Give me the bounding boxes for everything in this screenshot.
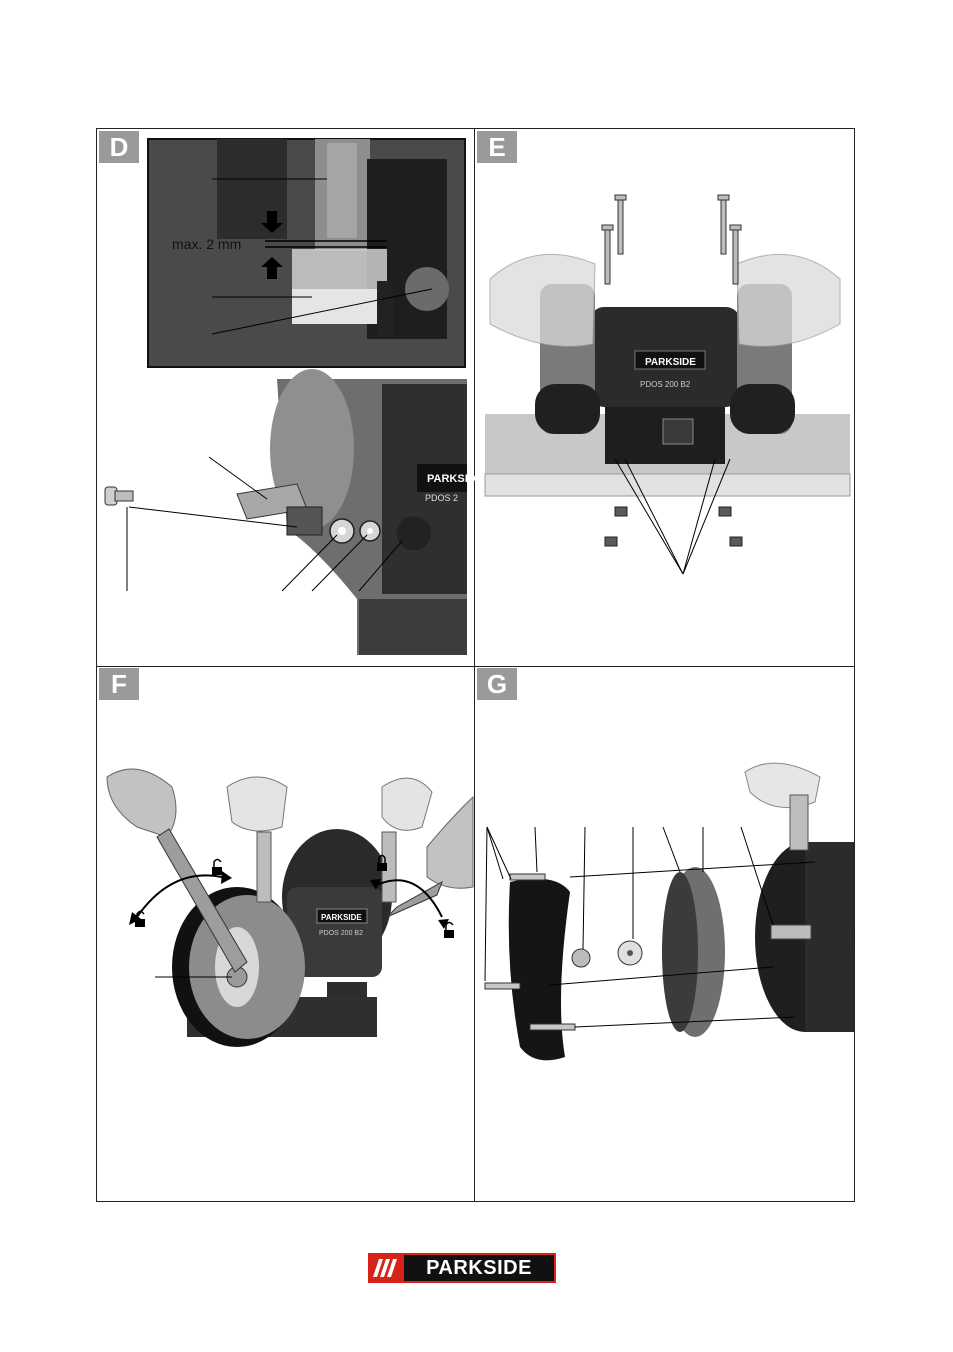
panel-e-illustration [475, 129, 854, 665]
logo-slashes-icon [368, 1253, 404, 1283]
panel-badge-e: E [477, 131, 517, 163]
panel-g-illustration [475, 667, 854, 1201]
lock-open-icon [212, 860, 222, 876]
panel-f-model-text: PDOS 200 B2 [319, 930, 363, 937]
panel-badge-g: G [477, 668, 517, 700]
lock-open-icon [444, 923, 454, 939]
panel-f-illustration [97, 667, 473, 1201]
panel-e-model-text: PDOS 200 B2 [640, 380, 691, 389]
panel-badge-d: D [99, 131, 139, 163]
panel-d-brand-text: PARKSIDE [427, 473, 484, 485]
panel-f-brand-text: PARKSIDE [321, 913, 362, 922]
panel-f-drawing [97, 667, 473, 1201]
parkside-logo [368, 1253, 556, 1283]
panel-e-drawing [475, 129, 854, 665]
panel-badge-f: F [99, 668, 139, 700]
panel-e-brand-text: PARKSIDE [645, 357, 696, 368]
panel-d-drawing [97, 129, 484, 665]
logo-wordmark: PARKSIDE [404, 1255, 554, 1281]
panel-d-model-text: PDOS 2 [425, 493, 459, 503]
panel-g-drawing [475, 667, 854, 1201]
max-gap-label: max. 2 mm [172, 236, 242, 252]
panel-d-illustration [97, 129, 484, 665]
